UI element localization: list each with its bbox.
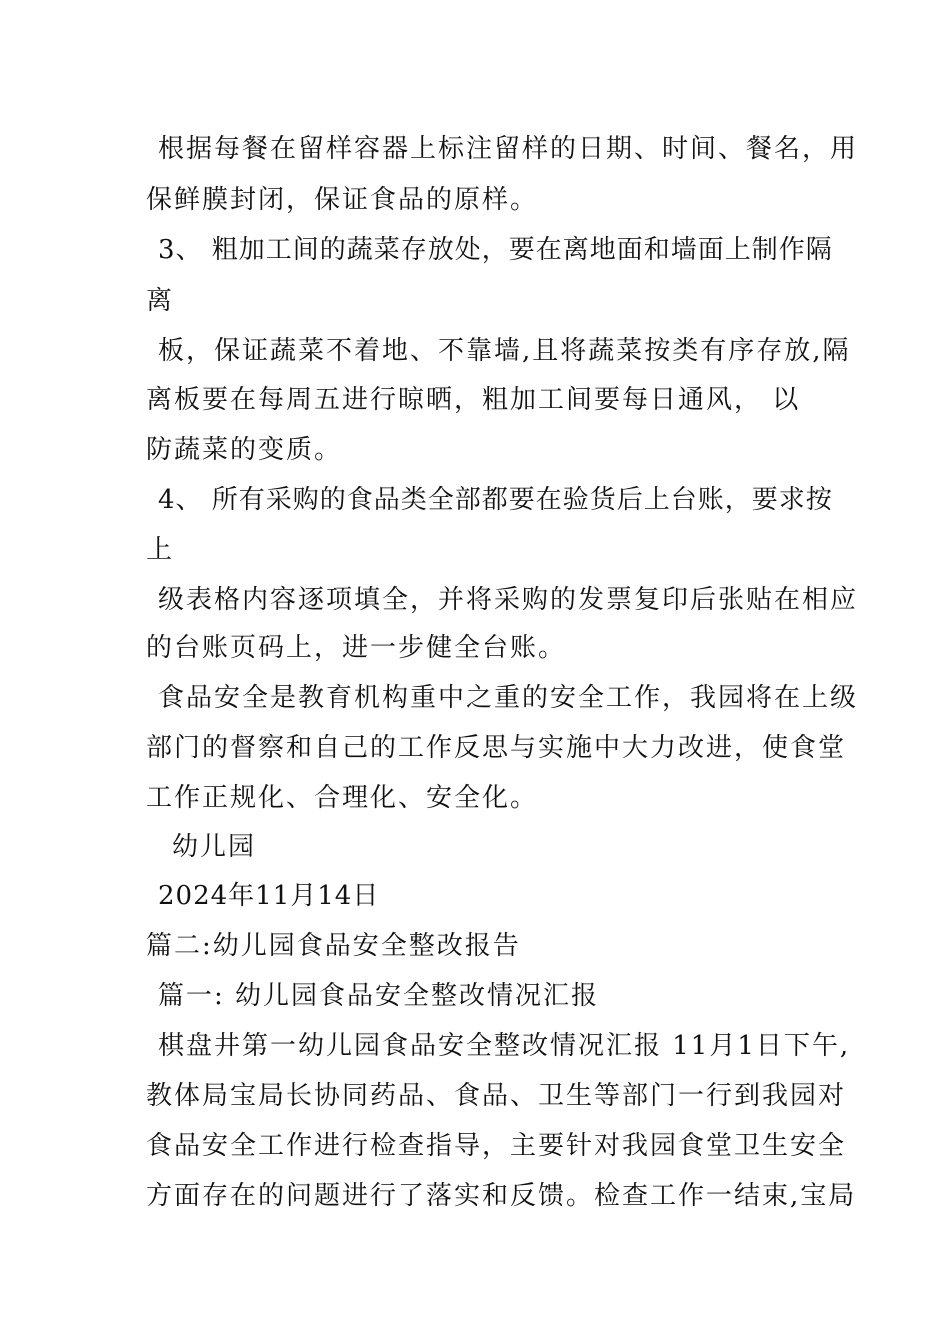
list-item-3: 3、 粗加工间的蔬菜存放处，要在离地面和墙面上制作隔 — [158, 235, 833, 265]
signature-org: 幼儿园 — [172, 832, 257, 862]
text-line: 防蔬菜的变质。 — [146, 435, 343, 465]
text-line: 教体局宝局长协同药品、食品、卫生等部门一行到我园对 — [146, 1081, 847, 1111]
list-item-4: 4、 所有采购的食品类全部都要在验货后上台账，要求按 — [158, 485, 833, 515]
text-line: 保鲜膜封闭，保证食品的原样。 — [146, 185, 539, 215]
text-line: 离板要在每周五进行晾晒，粗加工间要每日通风， 以 — [146, 385, 801, 415]
signature-date: 2024年11月14日 — [158, 881, 380, 911]
text-line: 食品安全是教育机构重中之重的安全工作，我园将在上级 — [158, 683, 859, 713]
text-line: 根据每餐在留样容器上标注留样的日期、时间、餐名，用 — [158, 134, 859, 164]
text-line: 的台账页码上，进一步健全台账。 — [146, 633, 567, 663]
text-line: 方面存在的问题进行了落实和反馈。检查工作一结束,宝局 — [146, 1181, 857, 1211]
text-line: 板，保证蔬菜不着地、不靠墙,且将蔬菜按类有序存放,隔 — [158, 336, 851, 366]
subsection-heading: 篇一: 幼儿园食品安全整改情况汇报 — [158, 981, 600, 1011]
text-line: 上 — [146, 535, 175, 565]
text-line: 食品安全工作进行检查指导，主要针对我园食堂卫生安全 — [146, 1131, 847, 1161]
text-line: 棋盘井第一幼儿园食品安全整改情况汇报 11月1日下午, — [158, 1031, 851, 1061]
text-line: 部门的督察和自己的工作反思与实施中大力改进，使食堂 — [146, 733, 847, 763]
text-line: 级表格内容逐项填全，并将采购的发票复印后张贴在相应 — [158, 585, 859, 615]
text-line: 离 — [146, 286, 175, 316]
section-heading: 篇二:幼儿园食品安全整改报告 — [146, 931, 521, 961]
text-line: 工作正规化、合理化、安全化。 — [146, 783, 539, 813]
